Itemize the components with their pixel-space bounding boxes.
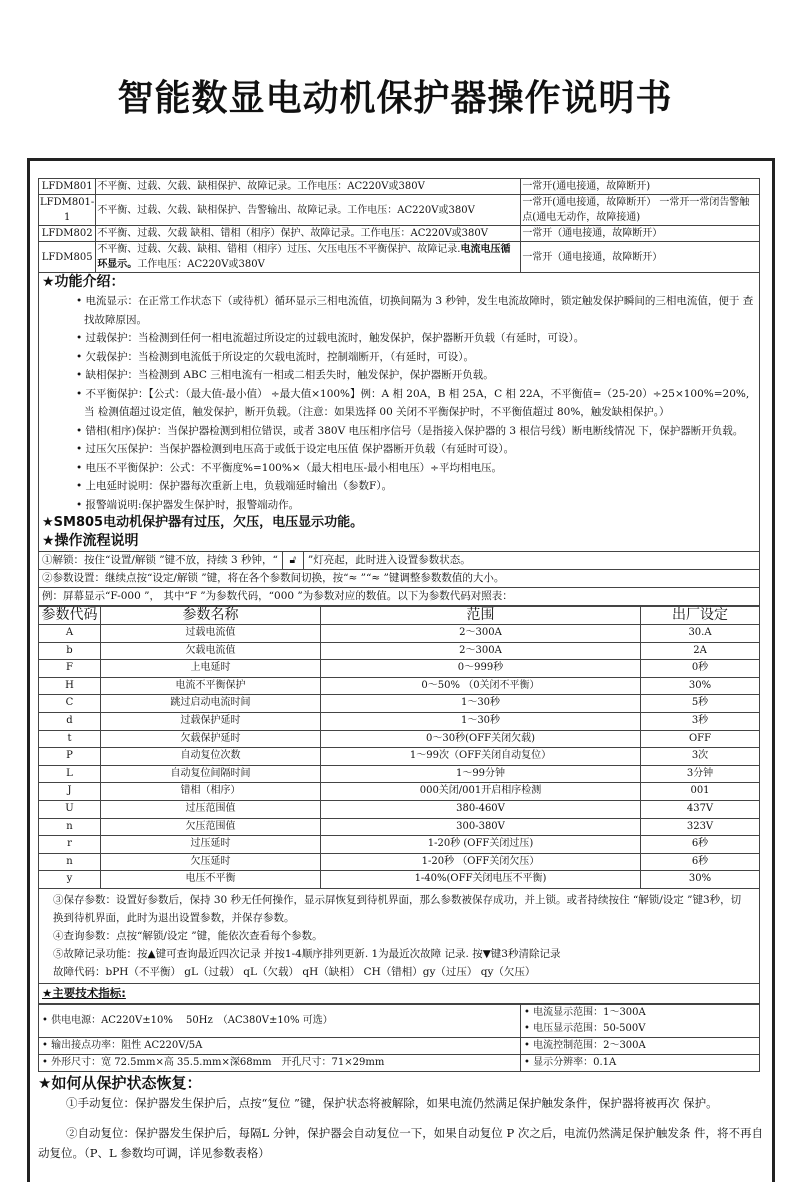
- function-item: • 错相(相序)保护：当保护器检测到相位错误，或者 380V 电压相序信号（是指接入保护器的 3 根信号线）断电断线情况 下，保护器断开负载。: [76, 424, 744, 437]
- param-default: OFF: [641, 730, 760, 748]
- param-code: b: [39, 642, 101, 660]
- spec-resolution: • 显示分辨率：0.1A: [521, 1054, 760, 1071]
- model-code: LFDM805: [39, 242, 96, 273]
- param-example: 例：屏幕显示“F-000 ”， 其中“F ”为参数代码，“000 ”为参数对应的数值。以下为参数代码对照表：: [38, 588, 760, 606]
- param-name: 电压不平衡: [101, 871, 321, 889]
- function-item: • 电压不平衡保护：公式：不平衡度%=100%×（最大相电压-最小相电压）÷平均相电压。: [76, 461, 502, 474]
- parameter-row: [39, 853, 760, 871]
- operation-heading: ★操作流程说明: [42, 533, 139, 549]
- model-code: LFDM802: [39, 226, 96, 242]
- param-name: 电流不平衡保护: [101, 677, 321, 695]
- param-code: H: [39, 677, 101, 695]
- param-code: L: [39, 765, 101, 783]
- parameter-row: [39, 625, 760, 643]
- param-name: 错相（相序）: [101, 783, 321, 801]
- model-row: [39, 226, 760, 242]
- param-default: 437V: [641, 800, 760, 818]
- function-item: • 过压欠压保护：当保护器检测到电压高于或低于设定电压值 保护器断开负载（有延时可设）。: [76, 443, 515, 455]
- model-desc-text: 不平衡、过载、欠载、缺相保护、故障记录。工作电压：AC220V或380V: [97, 181, 425, 192]
- document-body: [38, 0, 768, 1169]
- param-range: 1-20秒 （OFF关闭欠压）: [321, 853, 641, 871]
- operation-note: ③保存参数：设置好参数后，保持 30 秒无任何操作，显示屏恢复到待机界面，那么参数被保存成功，并上锁。或者持续按住 “解锁/设定 ”键3秒，切换到待机界面，此时为退出设置参数，并保存参数。: [53, 893, 742, 924]
- param-default: 3秒: [641, 712, 760, 730]
- unlock-text-pre: ①解锁：按住“设置/解锁 ”键不放，持续 3 秒钟，“: [42, 554, 278, 566]
- function-item: • 上电延时说明：保护器每次重新上电，负载端延时输出（参数F）。: [76, 480, 393, 492]
- functions-section: [38, 273, 760, 551]
- parameter-row: [39, 783, 760, 801]
- param-default: 3分钟: [641, 765, 760, 783]
- function-item: • 报警端说明:保护器发生保护时，报警端动作。: [76, 498, 300, 511]
- spec-current-display: • 电流显示范围：1～300A: [524, 1006, 646, 1018]
- tech-heading: ★主要技术指标:: [38, 984, 760, 1004]
- param-range: 1～30秒: [321, 712, 641, 730]
- header-name: 参数名称: [101, 607, 321, 625]
- param-code: t: [39, 730, 101, 748]
- model-contact: 一常开（通电接通，故障断开）: [521, 226, 760, 242]
- functions-heading: ★功能介绍：: [42, 274, 125, 290]
- param-range: 1～30秒: [321, 695, 641, 713]
- param-default: 3次: [641, 748, 760, 766]
- model-desc-text: 不平衡、过载、欠载、缺相、错相（相序）过压、欠压电压不平衡保护、故障记录.: [97, 244, 461, 255]
- model-desc: [96, 242, 521, 273]
- model-contact: 一常开(通电接通，故障断开): [521, 179, 760, 195]
- param-code: d: [39, 712, 101, 730]
- model-desc-tail: 工作电压：AC220V或380V: [137, 259, 265, 270]
- param-default: 5秒: [641, 695, 760, 713]
- sm805-note: ★SM805电动机保护器有过压，欠压，电压显示功能。: [42, 515, 364, 530]
- param-name: 过压范围值: [101, 800, 321, 818]
- model-row: [39, 195, 760, 226]
- model-desc: [96, 179, 521, 195]
- model-desc-bold: 电流电压循环显示。: [97, 244, 511, 270]
- param-range: 0～999秒: [321, 660, 641, 678]
- model-desc: [96, 195, 521, 226]
- tech-spec-table: [38, 1004, 760, 1072]
- param-range: 1-40%(OFF关闭电压不平衡): [321, 871, 641, 889]
- param-code: J: [39, 783, 101, 801]
- spec-power: • 供电电源：AC220V±10% 50Hz （AC380V±10% 可选）: [39, 1004, 521, 1037]
- operation-notes: [38, 889, 760, 984]
- param-code: P: [39, 748, 101, 766]
- param-name: 自动复位间隔时间: [101, 765, 321, 783]
- model-code: LFDM801: [39, 179, 96, 195]
- parameter-row: [39, 800, 760, 818]
- unlock-icon: 🔓︎: [282, 552, 304, 569]
- param-range: 1～99分钟: [321, 765, 641, 783]
- param-code: r: [39, 836, 101, 854]
- functions-list: [42, 292, 756, 514]
- parameter-row: [39, 642, 760, 660]
- parameter-row: [39, 712, 760, 730]
- param-name: 欠压延时: [101, 853, 321, 871]
- function-item: • 缺相保护：当检测到 ABC 三相电流有一相或二相丢失时，触发保护，保护器断开负载。: [76, 369, 494, 381]
- operation-note: ⑤故障记录功能：按▲键可查询最近四次记录 并按1-4顺序排列更新. 1为最近次故障 记录. 按▼键3秒清除记录: [53, 947, 561, 960]
- param-name: 自动复位次数: [101, 748, 321, 766]
- model-desc-text: 不平衡、过载、欠载 缺相、错相（相序）保护、故障记录。工作电压：AC220V或380V: [97, 228, 488, 239]
- parameter-row: [39, 871, 760, 889]
- param-range: 2～300A: [321, 625, 641, 643]
- model-contact: 一常开（通电接通，故障断开）: [521, 242, 760, 273]
- parameter-row: [39, 695, 760, 713]
- param-set-step: ②参数设置：继续点按“设定/解锁 ”键，将在各个参数间切换，按“≈ ”“≈ ”键调整参数数值的大小。: [38, 570, 760, 588]
- model-desc-text: 不平衡、过载、欠载、缺相保护、告警输出、故障记录。工作电压：AC220V或380V: [97, 204, 475, 216]
- spec-current-control: • 电流控制范围：2～300A: [521, 1037, 760, 1054]
- recovery-heading: ★如何从保护状态恢复：: [38, 1073, 202, 1092]
- param-code: A: [39, 625, 101, 643]
- param-range: 300-380V: [321, 818, 641, 836]
- auto-reset: ②自动复位：保护器发生保护后，每隔L 分钟，保护器会自动复位一下，如果自动复位 P 次之后，电流仍然满足保护触发条 件，将不再自动复位。（P、L 参数均可调，详见参数表格）: [38, 1125, 763, 1160]
- param-default: 001: [641, 783, 760, 801]
- param-default: 30%: [641, 871, 760, 889]
- recovery-section: [38, 1072, 768, 1169]
- param-range: 1-20秒 (OFF关闭过压): [321, 836, 641, 854]
- spec-voltage-display: • 电压显示范围：50-500V: [524, 1022, 646, 1034]
- header-range: 范围: [321, 607, 641, 625]
- model-table: [38, 178, 760, 273]
- param-default: 2A: [641, 642, 760, 660]
- param-range: 380-460V: [321, 800, 641, 818]
- param-range: 1～99次（OFF关闭自动复位）: [321, 748, 641, 766]
- param-default: 6秒: [641, 853, 760, 871]
- operation-note: ④查询参数：点按“解锁/设定 ”键，能依次查看每个参数。: [53, 929, 323, 942]
- model-code: LFDM801-1: [39, 195, 96, 226]
- operation-note: 故障代码：bPH（不平衡） gL（过载） qL（欠载） qH（缺相） CH（错相）gy（过压） qy（欠压）: [53, 965, 536, 978]
- param-range: 0～30秒(OFF关闭欠载): [321, 730, 641, 748]
- param-default: 6秒: [641, 836, 760, 854]
- param-code: C: [39, 695, 101, 713]
- param-default: 0秒: [641, 660, 760, 678]
- function-item: • 电流显示：在正常工作状态下（或待机）循环显示三相电流值，切换间隔为 3 秒钟，发生电流故障时，锁定触发保护瞬间的三相电流值，便于 查找故障原因。: [76, 295, 754, 326]
- param-code: n: [39, 818, 101, 836]
- spec-output: • 输出接点功率：阻性 AC220V/5A: [39, 1037, 521, 1054]
- function-item: • 过载保护：当检测到任何一相电流超过所设定的过载电流时，触发保护，保护器断开负载（有延时，可设）。: [76, 332, 585, 344]
- document-title: 智能数显电动机保护器操作说明书: [117, 78, 673, 119]
- param-default: 323V: [641, 818, 760, 836]
- parameter-row: [39, 677, 760, 695]
- parameter-row: [39, 765, 760, 783]
- param-name: 欠载电流值: [101, 642, 321, 660]
- parameter-row: [39, 818, 760, 836]
- spec-dimensions: • 外形尺寸：宽 72.5mm×高 35.5.mm×深68mm 开孔尺寸：71×29mm: [39, 1054, 521, 1071]
- manual-reset: ①手动复位：保护器发生保护后，点按“复位 ”键，保护状态将被解除，如果电流仍然满足保护触发条件，保护器将被再次 保护。: [66, 1095, 718, 1110]
- unlock-step: [38, 551, 760, 570]
- param-code: n: [39, 853, 101, 871]
- parameter-row: [39, 660, 760, 678]
- param-name: 过压延时: [101, 836, 321, 854]
- parameter-row: [39, 836, 760, 854]
- header-default: 出厂设定: [641, 607, 760, 625]
- function-item: • 不平衡保护：【公式：（最大值-最小值） ÷最大值×100%】例：A 相 20A，B 相 25A，C 相 22A，不平衡值=（25-20）÷25×100%=20%,当 检测值超过设定值，触发保护，断开负载。（注意：如果选择 00 关闭不平衡保护时，不平衡值超过 80%，触发缺相保护。）: [76, 387, 750, 418]
- model-row: [39, 179, 760, 195]
- unlock-text-post: ”灯亮起，此时进入设置参数状态。: [307, 554, 471, 566]
- header-code: 参数代码: [39, 607, 101, 625]
- param-code: U: [39, 800, 101, 818]
- param-range: 2～300A: [321, 642, 641, 660]
- param-default: 30.A: [641, 625, 760, 643]
- param-name: 跳过启动电流时间: [101, 695, 321, 713]
- param-range: 000关闭/001开启相序检测: [321, 783, 641, 801]
- function-item: • 欠载保护：当检测到电流低于所设定的欠载电流时，控制端断开，（有延时，可设）。: [76, 350, 475, 363]
- parameter-row: [39, 730, 760, 748]
- param-code: y: [39, 871, 101, 889]
- param-range: 0～50% （0关闭不平衡）: [321, 677, 641, 695]
- param-name: 过载电流值: [101, 625, 321, 643]
- model-row: [39, 242, 760, 273]
- parameter-row: [39, 748, 760, 766]
- param-name: 欠载保护延时: [101, 730, 321, 748]
- param-name: 上电延时: [101, 660, 321, 678]
- param-code: F: [39, 660, 101, 678]
- model-contact: 一常开(通电接通，故障断开） 一常开一常闭告警触点(通电无动作，故障接通): [521, 195, 760, 226]
- model-desc: [96, 226, 521, 242]
- spec-display-ranges: [521, 1004, 760, 1037]
- parameter-table: [38, 606, 760, 889]
- param-name: 过载保护延时: [101, 712, 321, 730]
- param-default: 30%: [641, 677, 760, 695]
- param-name: 欠压范围值: [101, 818, 321, 836]
